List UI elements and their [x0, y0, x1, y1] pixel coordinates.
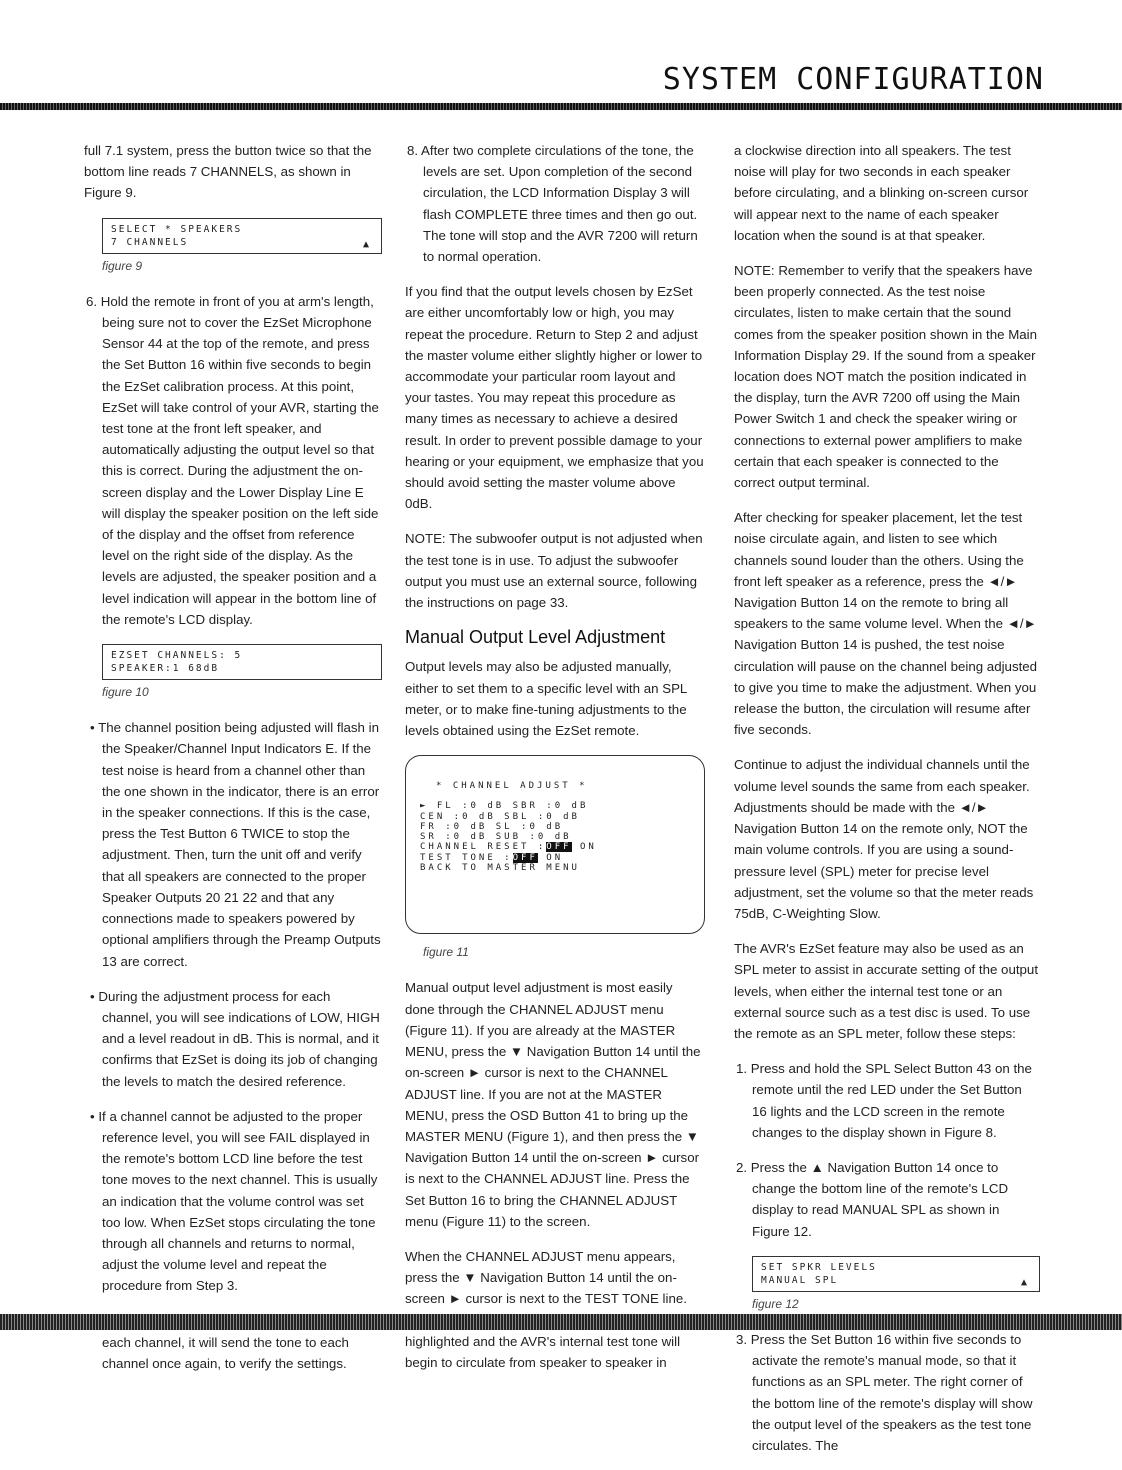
bullet-item: • If a channel cannot be adjusted to the proper reference level, you will see FAIL displayed in the remote's bottom LCD line before the test tone moves to the next channel. This is usually an indication that the volume control was set too low. When EzSet stops circulating the tone through all channels and returns to normal, adjust the volume level and repeat the procedure from Step 3. — [90, 1108, 378, 1294]
osd-option: ON — [537, 852, 564, 863]
figure-caption: figure 12 — [752, 1296, 799, 1311]
lcd-line-1: EZSET CHANNELS: 5 — [111, 650, 243, 662]
paragraph: After checking for speaker placement, let the test noise circulate again, and listen to see which channels sound louder than the others. Using the front left speaker as a reference, press the ◄/► Navigation Button 14 on the remote to bring all speakers to the same volume level. When the ◄/► Navigation Button 14 is pushed, the test noise circulation will pause on the channel being adjusted to give you time to make the adjustment. When you release the button, the circulation will resume after five seconds. — [734, 510, 1038, 738]
osd-row: FR :0 dB SL :0 dB — [420, 821, 564, 832]
figure-caption: figure 10 — [102, 685, 149, 700]
bullet-item: • The channel position being adjusted will flash in the Speaker/Channel Input Indicators E. If the test noise is heard from a channel other than the one shown in the indicator, there is an error in the speaker connections. If this is the case, press the Test Button 6 TWICE to stop the adjustment. Then, turn the unit off and verify that all speakers are connected to the proper Speaker Outputs 20 21 22 and that any connections made to speakers powered by optional amplifiers through the Preamp Outputs 13 are correct. — [90, 720, 381, 969]
osd-row: ► FL :0 dB SBR :0 dB — [420, 801, 589, 812]
osd-option-highlighted: OFF — [546, 842, 572, 853]
note: NOTE: Remember to verify that the speakers have been properly connected. As the test noise circulates, listen to make certain that the sound comes from the speaker position shown in the Main Information Display 29. If the sound from a speaker location does NOT match the position indicated in the display, turn the AVR 7200 off using the Main Power Switch 1 and check the speaker wiring or connections to external power amplifiers to make certain that each speaker is connected to the correct output terminal. — [734, 263, 1038, 491]
note: NOTE: The subwoofer output is not adjusted when the test tone is in use. To adjust the subwoofer output you must use an external source, following the instructions on page 33. — [405, 531, 703, 611]
lcd-figure-10 — [102, 644, 382, 680]
paragraph: full 7.1 system, press the button twice so that the bottom line reads 7 CHANNELS, as shown in Figure 9. — [84, 143, 372, 201]
lcd-line-2: 7 CHANNELS — [111, 236, 189, 248]
osd-option-highlighted: OFF — [512, 852, 538, 863]
bullet-text: The channel position being adjusted will flash in the Speaker/Channel Input Indicators E. If the test noise is heard from a channel other than the one shown in the indicator, there is an error in the speaker connections. If this is the case, press the Test Button 6 TWICE to stop the adjustment. Then, turn the unit off and verify that all speakers are connected to the proper Speaker Outputs 20 21 22 and that any connections made to speakers powered by optional amplifiers through the Preamp Outputs 13 are correct. — [98, 720, 381, 969]
lcd-line-2: SPEAKER:1 68dB — [111, 663, 220, 675]
bullet-text: If a channel cannot be adjusted to the proper reference level, you will see FAIL displayed in the remote's bottom LCD line before the test tone moves to the next channel. This is usually an indication that the volume control was set too low. When EzSet stops circulating the tone through all channels and returns to normal, adjust the volume level and repeat the procedure from Step 3. — [98, 1108, 378, 1294]
osd-label: TEST TONE : — [420, 852, 513, 863]
paragraph: The AVR's EzSet feature may also be used as an SPL meter to assist in accurate setting of the output levels, when either the internal test tone or an external source such as a test disc is used. To use the remote as an SPL meter, follow these steps: — [734, 941, 1039, 1041]
osd-row: BACK TO MASTER MENU — [420, 863, 580, 874]
osd-row: CEN :0 dB SBL :0 dB — [420, 811, 580, 822]
triangle-icon: ▲ — [362, 238, 371, 250]
paragraph: Output levels may also be adjusted manually, either to set them to a specific level with an SPL meter, or to make fine-tuning adjustments to the levels obtained using the EzSet remote. — [405, 659, 687, 739]
paragraph: a clockwise direction into all speakers. The test noise will play for two seconds in each speaker before circulating, and a blinking on-screen cursor will appear next to the name of each speaker location when the sound is at that speaker. — [734, 143, 1029, 243]
figure-caption: figure 9 — [102, 258, 143, 273]
osd-label: CHANNEL RESET : — [420, 842, 547, 853]
paragraph: Manual output level adjustment is most easily done through the CHANNEL ADJUST menu (Figure 11). If you are already at the MASTER MENU, press the ▼ Navigation Button 14 until the on-screen ► cursor is next to the CHANNEL ADJUST line. If you are not at the MASTER MENU, press the OSD Button 41 to bring up the MASTER MENU (Figure 1), and then press the ▼ Navigation Button 14 until the on-screen ► cursor is next to the CHANNEL ADJUST line. Press the Set Button 16 to bring the CHANNEL ADJUST menu (Figure 11) to the screen. — [405, 980, 701, 1229]
column-3 — [734, 140, 1040, 1470]
lcd-line-1: SET SPKR LEVELS — [761, 1261, 877, 1273]
triangle-icon: ▲ — [1020, 1276, 1029, 1288]
figure-caption: figure 11 — [423, 945, 469, 960]
step-1: 1. Press and hold the SPL Select Button 43 on the remote until the red LED under the Set Button 16 lights and the LCD screen in the remote changes to the display shown in Figure 8. — [736, 1061, 1032, 1140]
lcd-line-1: SELECT * SPEAKERS — [111, 223, 243, 235]
footer-rule — [0, 1314, 1122, 1330]
paragraph: When the CHANNEL ADJUST menu appears, press the ▼ Navigation Button 14 until the on-screen ► cursor is next to the TEST TONE line. highlighted and the AVR's internal test tone will begin to circulate from speaker to speaker in — [405, 1248, 687, 1370]
paragraph: If you find that the output levels chosen by EzSet are either uncomfortably low or high, you may repeat the procedure. Return to Step 2 and adjust the master volume either slightly higher or lower to accommodate your particular room layout and your tastes. You may repeat this procedure as many times as necessary to achieve a desired result. In order to prevent possible damage to your hearing or your equipment, we emphasize that you should avoid setting the master volume above 0dB. — [405, 284, 704, 512]
step-2: 2. Press the ▲ Navigation Button 14 once to change the bottom line of the remote's LCD display to read MANUAL SPL as shown in Figure 12. — [736, 1159, 1009, 1239]
column-1 — [84, 140, 382, 1388]
step-8: 8. After two complete circulations of the tone, the levels are set. Upon completion of the second circulation, the LCD Information Display 3 will flash COMPLETE three times and then go out. The tone will stop and the AVR 7200 will return to normal operation. — [407, 143, 698, 265]
osd-row — [420, 853, 597, 863]
column-2 — [405, 140, 705, 1387]
osd-row: SR :0 dB SUB :0 dB — [420, 832, 572, 843]
osd-title: * CHANNEL ADJUST * — [436, 781, 588, 792]
step-3: 3. Press the Set Button 16 within five seconds to activate the remote's manual mode, so that it functions as an SPL meter. The right corner of the bottom line of the remote's display will show the output level of the speakers as the test tone circulates. The — [736, 1331, 1033, 1453]
section-heading: Manual Output Level Adjustment — [405, 627, 666, 648]
osd-row — [420, 842, 597, 852]
osd-body — [420, 801, 597, 873]
step-7: each channel, it will send the tone to each channel once again, to verify the settings. — [102, 1334, 349, 1371]
lcd-figure-9 — [102, 218, 382, 254]
osd-channel-adjust-figure — [405, 755, 705, 934]
lcd-line-2: MANUAL SPL — [761, 1274, 839, 1286]
paragraph: Continue to adjust the individual channels until the volume level sounds the same from each speaker. Adjustments should be made with the ◄/► Navigation Button 14 on the remote only, NOT the main volume controls. If you are using a sound-pressure level (SPL) meter for precise level adjustment, set the volume so that the meter reads 75dB, C-Weighting Slow. — [734, 757, 1034, 921]
page-title: SYSTEM CONFIGURATION — [662, 62, 1044, 97]
step-6: 6. Hold the remote in front of you at arm's length, being sure not to cover the EzSet Microphone Sensor 44 at the top of the remote, and press the Set Button 16 within five seconds to begin the EzSet calibration process. At this point, EzSet will take control of your AVR, starting the test tone at the front left speaker, and automatically adjusting the output level so that this is correct. During the adjustment the on-screen display and the Lower Display Line E will display the speaker position on the left side of the display and the offset from reference level on the right side of the display. As the levels are adjusted, the speaker position and a level indication will appear in the bottom line of the remote's LCD display. — [86, 293, 379, 627]
osd-option: ON — [571, 842, 597, 853]
bullet-text: During the adjustment process for each channel, you will see indications of LOW, HIGH and a level readout in dB. This is normal, and it confirms that EzSet is doing its job of changing the levels to match the desired reference. — [98, 988, 380, 1089]
header-rule — [0, 103, 1122, 110]
lcd-figure-12 — [752, 1256, 1040, 1292]
bullet-item: • During the adjustment process for each channel, you will see indications of LOW, HIGH and a level readout in dB. This is normal, and it confirms that EzSet is doing its job of changing the levels to match the desired reference. — [90, 988, 380, 1089]
